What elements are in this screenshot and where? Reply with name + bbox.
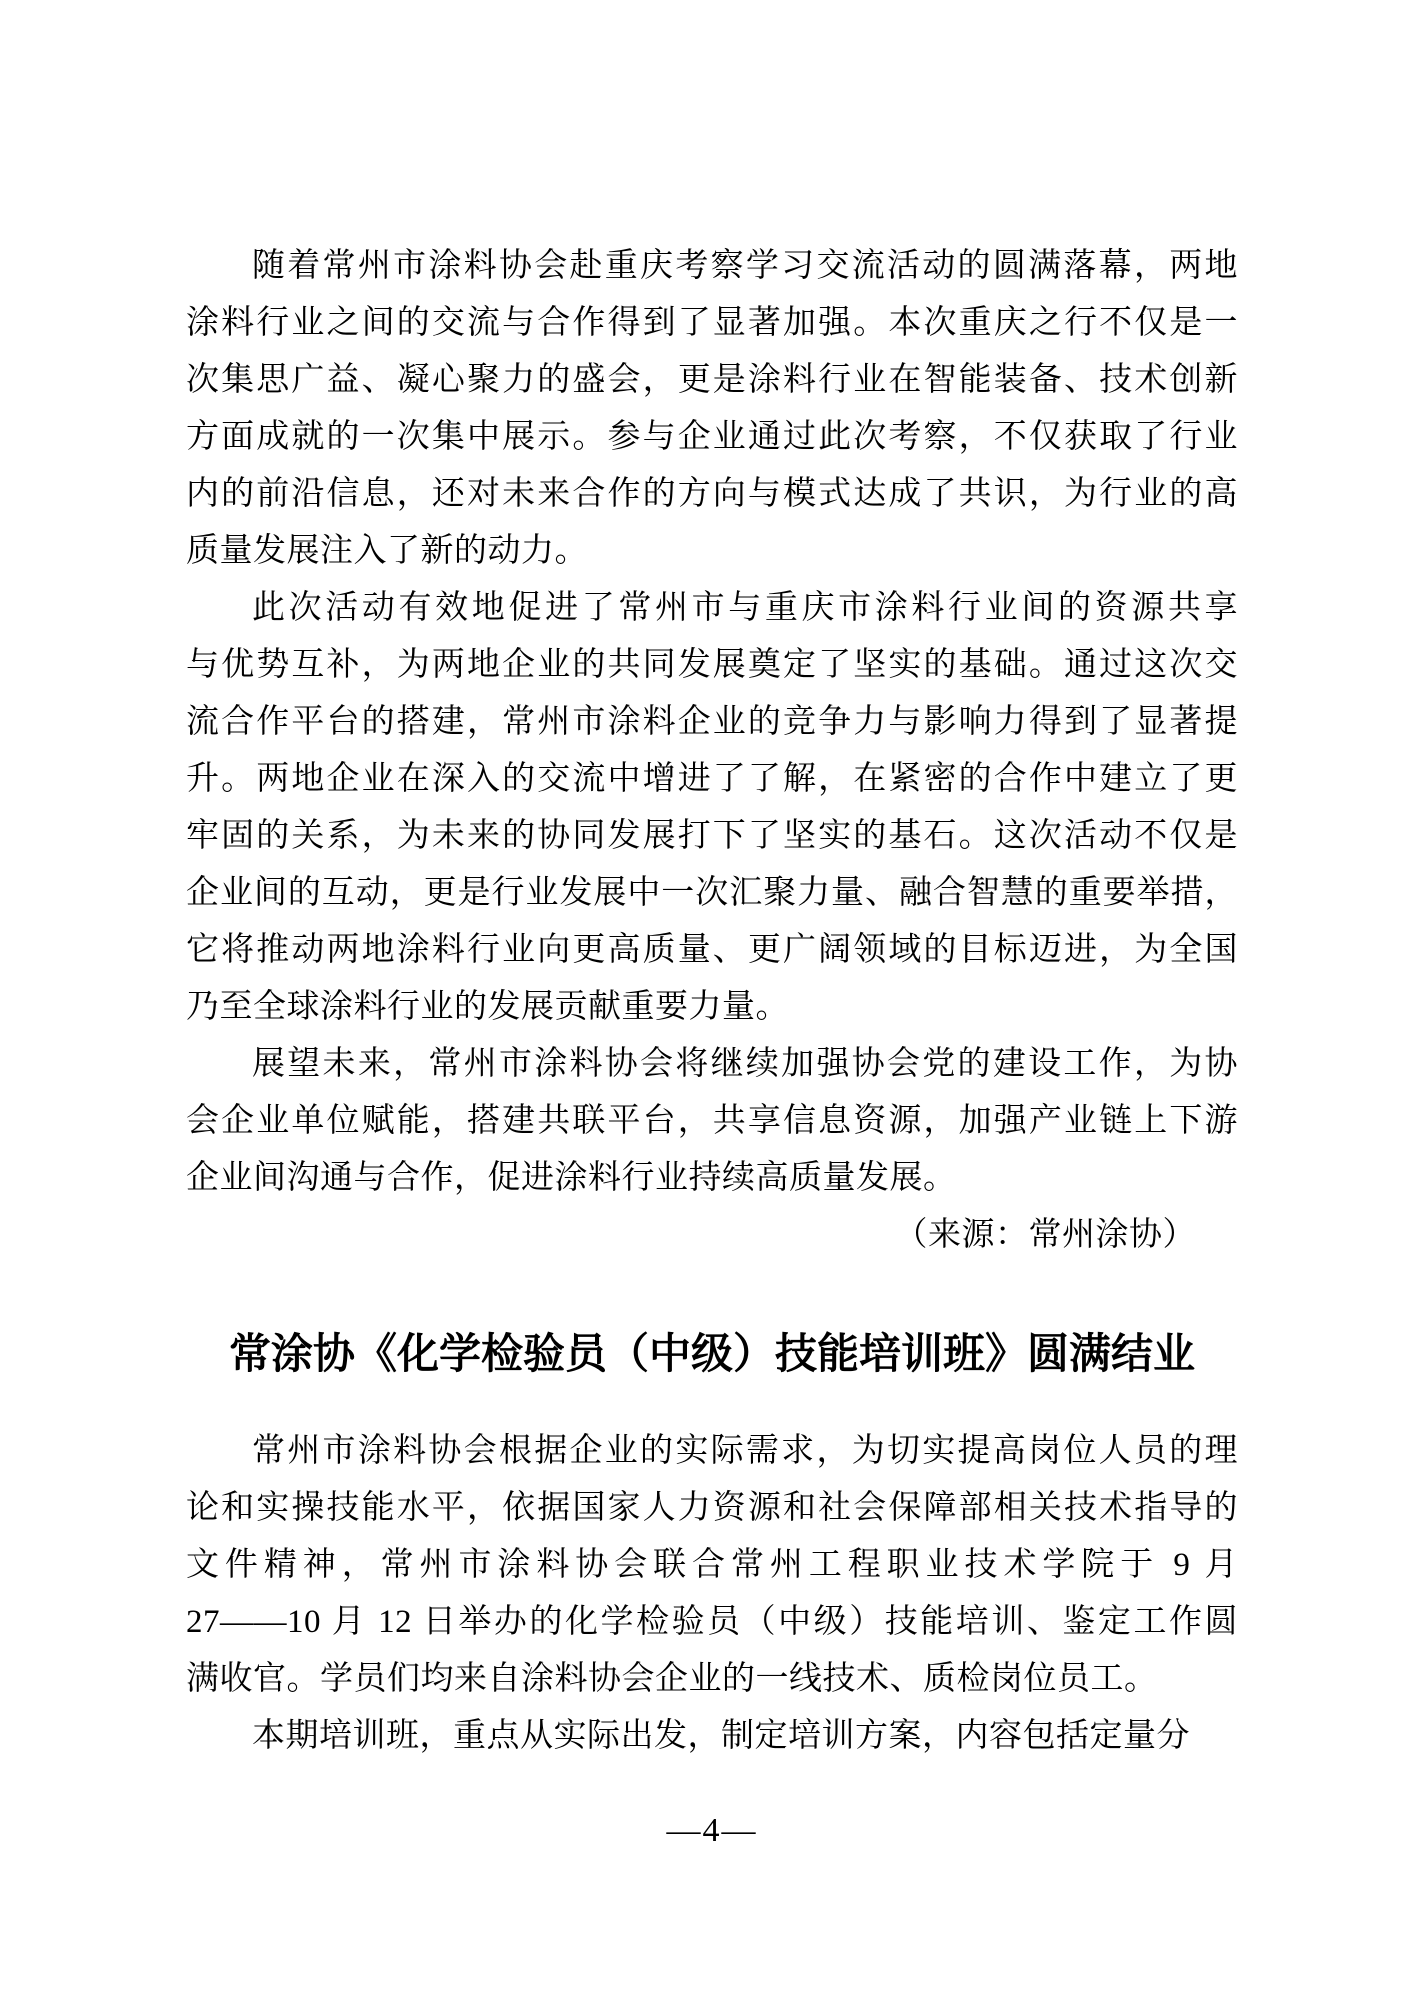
- article2-body: [186, 1423, 1238, 1765]
- paragraph: [186, 1708, 1238, 1765]
- page-number: —4—: [666, 1812, 758, 1849]
- paragraph-line: 满收官。学员们均来自涂料协会企业的一线技术、质检岗位员工。: [186, 1661, 1158, 1697]
- paragraph-line: 次集思广益、凝心聚力的盛会，更是涂料行业在智能装备、技术创新: [186, 362, 1238, 398]
- paragraph-line: 与优势互补，为两地企业的共同发展奠定了坚实的基础。通过这次交: [186, 647, 1238, 683]
- paragraph-line: 本期培训班，重点从实际出发，制定培训方案，内容包括定量分: [252, 1718, 1190, 1754]
- paragraph: [186, 1036, 1238, 1207]
- paragraph-line: 流合作平台的搭建，常州市涂料企业的竞争力与影响力得到了显著提: [186, 704, 1238, 740]
- paragraph-line: 此次活动有效地促进了常州市与重庆市涂料行业间的资源共享: [252, 590, 1238, 626]
- source-attribution: （来源：常州涂协）: [894, 1217, 1196, 1253]
- paragraph-line: 它将推动两地涂料行业向更高质量、更广阔领域的目标迈进，为全国: [186, 932, 1238, 968]
- text-column: [186, 238, 1238, 1851]
- paragraph-line: 涂料行业之间的交流与合作得到了显著加强。本次重庆之行不仅是一: [186, 305, 1238, 341]
- paragraph-line: 质量发展注入了新的动力。: [186, 533, 588, 569]
- paragraph-line: 牢固的关系，为未来的协同发展打下了坚实的基石。这次活动不仅是: [186, 818, 1238, 854]
- article2-title: 常涂协《化学检验员（中级）技能培训班》圆满结业: [228, 1332, 1195, 1378]
- paragraph-line: 乃至全球涂料行业的发展贡献重要力量。: [186, 989, 789, 1025]
- paragraph: [186, 1423, 1238, 1708]
- paragraph-line: 随着常州市涂料协会赴重庆考察学习交流活动的圆满落幕，两地: [252, 248, 1238, 284]
- paragraph: [186, 238, 1238, 580]
- paragraph-line: 展望未来，常州市涂料协会将继续加强协会党的建设工作，为协: [252, 1046, 1238, 1082]
- paragraph-line: 会企业单位赋能，搭建共联平台，共享信息资源，加强产业链上下游: [186, 1103, 1238, 1139]
- paragraph-line: 企业间沟通与合作，促进涂料行业持续高质量发展。: [186, 1160, 957, 1196]
- paragraph-line: 27——10 月 12 日举办的化学检验员（中级）技能培训、鉴定工作圆: [186, 1604, 1238, 1640]
- paragraph-line: 企业间的互动，更是行业发展中一次汇聚力量、融合智慧的重要举措，: [186, 875, 1238, 911]
- paragraph-line: 内的前沿信息，还对未来合作的方向与模式达成了共识，为行业的高: [186, 476, 1238, 512]
- paragraph-line: 文件精神，常州市涂料协会联合常州工程职业技术学院于 9 月: [186, 1547, 1238, 1583]
- article1-body: [186, 238, 1238, 1207]
- paragraph-line: 常州市涂料协会根据企业的实际需求，为切实提高岗位人员的理: [252, 1433, 1238, 1469]
- paragraph-line: 升。两地企业在深入的交流中增进了了解，在紧密的合作中建立了更: [186, 761, 1238, 797]
- paragraph-line: 方面成就的一次集中展示。参与企业通过此次考察，不仅获取了行业: [186, 419, 1238, 455]
- paragraph-line: 论和实操技能水平，依据国家人力资源和社会保障部相关技术指导的: [186, 1490, 1238, 1526]
- paragraph: [186, 580, 1238, 1036]
